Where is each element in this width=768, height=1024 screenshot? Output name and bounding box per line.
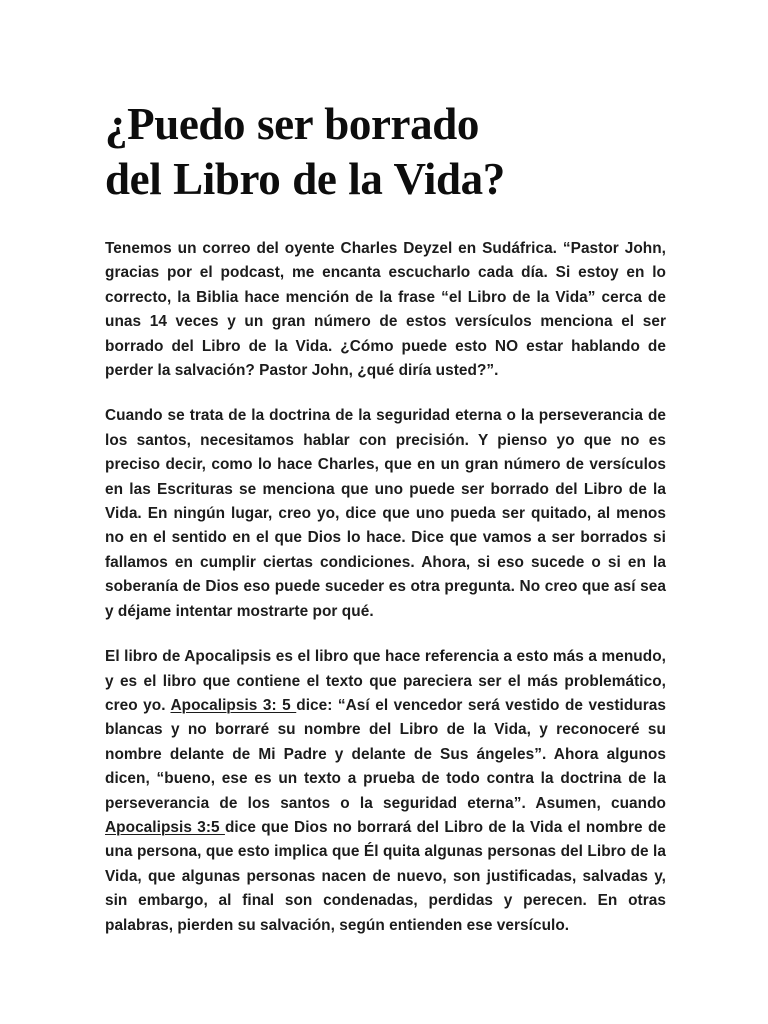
page-title — [105, 97, 666, 207]
document-content-column — [105, 97, 666, 938]
page-title-line-2: del Libro de la Vida? — [105, 154, 505, 204]
paragraph-1: Tenemos un correo del oyente Charles Deyzel en Sudáfrica. “Pastor John, gracias por el podcast, me encanta escucharlo cada día. Si estoy en lo correcto, la Biblia hace mención de la frase “el Libro de la Vida” cerca de unas 14 veces y un gran número de estos versículos menciona el ser borrado del Libro de la Vida. ¿Cómo puede esto NO estar hablando de perder la salvación? Pastor John, ¿qué diría usted?”. — [105, 240, 666, 380]
paragraph-3: El libro de Apocalipsis es el libro que hace referencia a esto más a menudo, y es el libro que contiene el texto que pareciera ser el más problemático, creo yo. Apocalipsis 3: 5 dice: “Así el vencedor será vestido de vestiduras blancas y no borraré su nombre del Libro de la Vida, y reconoceré su nombre delante de Mi Padre y delante de Sus ángeles”. Ahora algunos dicen, “bueno, ese es un texto a prueba de todo contra la doctrina de la perseverancia de los santos o la seguridad eterna”. Asumen, cuando Apocalipsis 3:5 dice que Dios no borrará del Libro de la Vida el nombre de una persona, que esto implica que Él quita algunas personas del Libro de la Vida, que algunas personas nacen de nuevo, son justificadas, salvadas y, sin embargo, al final son condenadas, perdidas y perecen. En otras palabras, pierden su salvación, según entienden ese versículo. — [105, 648, 667, 934]
scripture-reference: Apocalipsis 3:5 — [105, 818, 225, 836]
paragraph-2: Cuando se trata de la doctrina de la seguridad eterna o la perseverancia de los santos, necesitamos hablar con precisión. Y pienso yo que no es preciso decir, como lo hace Charles, que en un gran número de versículos en las Escrituras se menciona que uno puede ser borrado del Libro de la Vida. En ningún lugar, creo yo, dice que uno pueda ser quitado, al menos no en el sentido en el que Dios lo hace. Dice que vamos a ser borrados si fallamos en cumplir ciertas condiciones. Ahora, si eso sucede o si en la soberanía de Dios eso puede suceder es otra pregunta. No creo que así sea y déjame intentar mostrarte por qué. — [105, 407, 666, 620]
page-title-line-1: ¿Puedo ser borrado — [105, 99, 479, 149]
body-copy — [105, 237, 666, 938]
scripture-reference: Apocalipsis 3: 5 — [170, 696, 297, 714]
